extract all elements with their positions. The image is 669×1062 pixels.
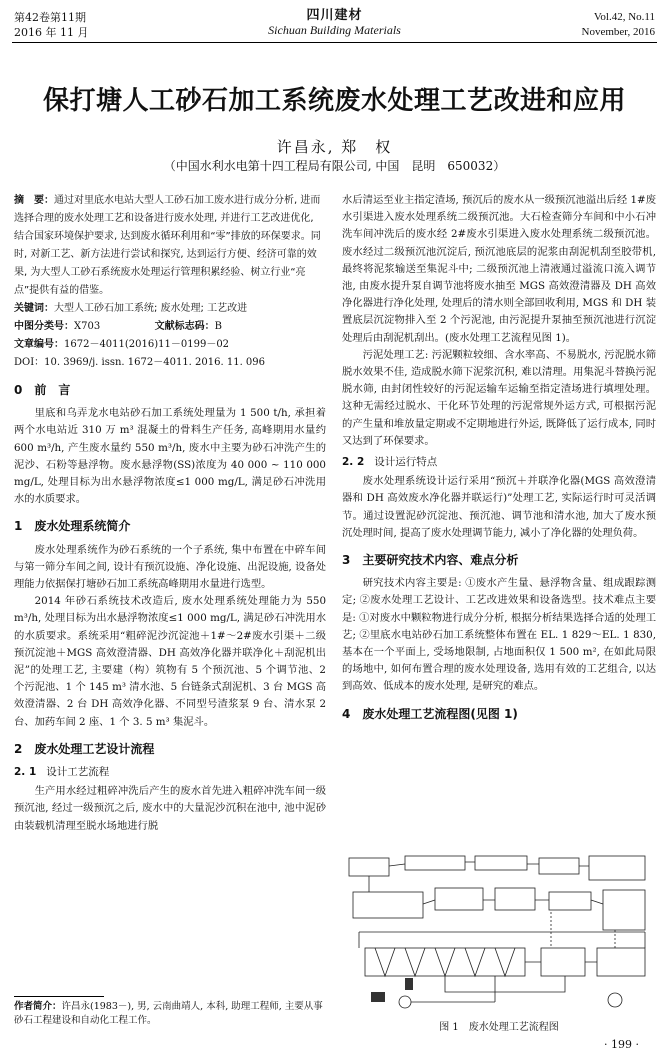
figure-pump [399,996,411,1008]
affiliation: （中国水利水电第十四工程局有限公司, 中国 昆明 650032） [163,159,506,173]
journal-masthead [0,8,669,38]
classification [14,318,326,336]
clc-label: 中图分类号： [14,321,74,332]
footnote-text: 许昌永(1983－), 男, 云南曲靖人, 本科, 助理工程师, 主要从事砂石工程建设和自动化工程工作。 [14,1001,323,1026]
section-4-heading: 4 废水处理工艺流程图(见图 1) [342,706,518,721]
subsection-2-2-heading [342,454,656,471]
page-number: · 199 · [604,1038,639,1051]
figure-hopper [405,978,413,990]
figure-box [589,856,645,880]
figure-truck [371,992,385,1002]
figure-box [539,858,579,874]
footnote-label: 作者简介： [14,1001,62,1012]
issue-volume-en: Vol.42, No.11 [593,11,655,23]
left-column [14,192,326,835]
section-3-heading: 3 主要研究技术内容、难点分析 [342,553,519,568]
issue-date-en: November, 2016 [581,26,655,38]
journal-issue-en [582,10,656,40]
abstract-label: 摘 要： [14,195,54,206]
section-2-1-paragraph: 生产用水经过粗碎冲洗后产生的废水首先进入粗碎冲洗车间一级预沉池, 经过一级预沉之后, 废水中的大量泥沙沉积在池中, 池中泥砂由装载机清理至脱水场地进行脱 [14,785,326,832]
figure-sedimentation-tank [365,948,525,976]
figure-box [597,948,645,976]
article-label: 文章编号： [14,339,64,350]
doc-value: B [214,321,222,332]
journal-logo: 四川建材 [306,8,363,23]
footnote-rule [14,996,104,997]
article-number [14,336,326,354]
issue-date: 2016 年 11 月 [14,26,89,39]
figure-pump [608,993,622,1007]
subsection-2-2-title: 设计运行特点 [374,456,438,469]
figure-box [435,888,483,910]
authors: 许昌永, 郑 权 [276,138,393,156]
doi: DOI：10. 3969/j. issn. 1672－4011. 2016. 11. 096 [14,357,266,368]
section-2-1-paragraph-continued: 水后清运至业主指定渣场, 预沉后的废水从一级预沉池溢出后经 1#废水引渠进入废水处理系统二级预沉池。大石检查筛分车间和中小石冲洗车间冲洗后的废水经 2#废水引渠进入废水处理系统二级预沉池。废水经过二级预沉池沉淀后, 预沉池底层的泥浆由刮泥机刮至胶带机, 最终将泥浆输送至集泥斗中; 二级预沉池上清液通过溢流口流入调节池, 由废水提升泵自调节池将废水抽至 MGS 高效澄清器及 DH 高效净化器进行净化处理, 处理后的清水则全部回收利用, MGS 和 DH 装置底层沉淀物排入至 2 个污泥池, 由污泥提升泵抽至预沉池进行沉淀处理后由刮泥机刮出。(废水处理工艺流程见图 1)。 [342,194,656,344]
section-1-paragraph-2: 2014 年砂石系统技术改造后, 废水处理系统处理能力为 550 m³/h, 处理目标为出水悬浮物浓度≤1 000 mg/L, 满足砂石冲洗用水的水质要求。系统采用“粗碎泥沙沉淀池＋1#～2#废水引渠＋二级预沉淀池＋MGS 高效澄清器、DH 高效净化器并联净化＋刮泥机出泥”的处理工艺, 主要建（构）筑物有 5 个预沉池、5 个调节池、2 个污泥池、1 个 145 m³ 清水池、5 台链条式刮泥机、3 台 MGS 高效澄清器、2 台 DH 高效净化器、不同型号渣浆泵 9 台、清水泵 2 台、加药车间 2 座、1 个 3. 5 m³ 集泥斗。 [14,595,326,728]
section-1-heading: 1 废水处理系统简介 [14,519,131,534]
figure-box [549,892,591,910]
section-0-heading: 0 前 言 [14,383,71,397]
subsection-2-1-number: 2. 1 [14,766,37,779]
subsection-2-1-heading [14,764,326,781]
right-column [342,192,656,729]
keywords-label: 关键词： [14,303,54,314]
doc-label: 文献标志码： [154,321,215,332]
figure-box [495,888,535,910]
sludge-paragraph: 污泥处理工艺: 污泥颗粒较细、含水率高、不易脱水, 污泥脱水筛脱水效果不佳, 造成脱水筛下泥浆沉积, 难以清理。用集泥斗替换污泥脱水筛, 由封闭性较好的污泥运输车运输至指定渣场进行填埋处理。这种无需经过脱水、干化环节处理的污泥常规外运方式, 可根据污泥的产生量和堆放量定期或不定期地进行外运, 既降低了运行成本, 同时又达到了环保要求。 [342,348,656,447]
figure-box [603,890,645,930]
abstract [14,192,326,300]
figure-caption: 图 1 废水处理工艺流程图 [439,1022,559,1033]
section-2-2-paragraph: 废水处理系统设计运行采用“预沉＋并联净化器(MGS 高效澄清器和 DH 高效废水净化器并联运行)”处理工艺, 实际运行时可灵活调节。通过设置泥砂沉淀池、预沉池、调节池和清水池, 加大了废水预沉处理时间, 提高了废水处理调节能力, 减小了净化器的处理负荷。 [342,475,656,539]
figure-box [475,856,527,870]
process-flow-figure [345,852,651,1012]
section-0-paragraph: 里底和乌弄龙水电站砂石加工系统处理量为 1 500 t/h, 承担着两个水电站近 310 万 m³ 混凝土的骨料生产任务, 高峰期用水量约 600 m³/h, 产生废水量约 550 m³/h, 废水中主要为砂石冲洗产生的泥沙、石粉等悬浮物。废水悬浮物(SS)浓度为 40 000 ~ 110 000 mg/L, 处理目标为出水悬浮物浓度≤1 000 mg/L, 满足砂石冲洗用水的水质要求。 [14,407,326,506]
keywords [14,300,326,318]
section-3-paragraph: 研究技术内容主要是: ①废水产生量、悬浮物含量、组成跟踪测定; ②废水处理工艺设计、工艺改进效果和设备选型。技术难点主要是: ①对废水中颗粒物进行成分分析, 根据分析结果选择合适的处理工艺; ②里底水电站砂石加工系统整体布置在 EL. 1 829～EL. 1 830, 基本在一个平面上, 受场地限制, 占地面积仅 1 500 m², 在如此局限的场地中, 如何布置合理的废水处理设备, 选用有效的工艺组合, 以达到高效、低成本的废水处理, 是研究的难点。 [342,577,656,693]
header-rule [12,42,657,43]
section-1-paragraph-1: 废水处理系统作为砂石系统的一个子系统, 集中布置在中碎车间与第一筛分车间之间, 设计有预沉设施、净化设施、出泥设施, 设备处理能力依据保打塘砂石加工系统高峰期用水量进行选型。 [14,543,326,591]
section-2-heading: 2 废水处理工艺设计流程 [14,741,155,756]
article-value: 1672－4011(2016)11－0199－02 [64,339,230,350]
journal-name-en: Sichuan Building Materials [268,23,401,37]
abstract-text: 通过对里底水电站大型人工砂石加工废水进行成分分析, 进而选择合理的废水处理工艺和设备进行废水处理, 并进行工艺改进优化, 结合国家环境保护要求, 达到废水循环利用和“零”排放的环保要求。同时, 对新工艺、新方法进行尝试和探究, 达到运行方便、经济可靠的效果, 为大型人工砂石系统废水处理运行管理积累经验、树立行业“亮点”提供有益的借鉴。 [14,195,321,296]
article-title: 保打塘人工砂石加工系统废水处理工艺改进和应用 [42,86,626,116]
subsection-2-1-title: 设计工艺流程 [46,766,110,779]
clc-value: X703 [74,321,101,332]
figure-box [405,856,465,870]
figure-box [541,948,585,976]
issue-volume: 第42卷第11期 [14,11,86,24]
subsection-2-2-number: 2. 2 [342,456,365,469]
figure-box [353,892,423,918]
figure-box [349,858,389,876]
author-footnote [14,1000,326,1028]
keywords-text: 大型人工砂石加工系统; 废水处理; 工艺改进 [54,303,248,314]
